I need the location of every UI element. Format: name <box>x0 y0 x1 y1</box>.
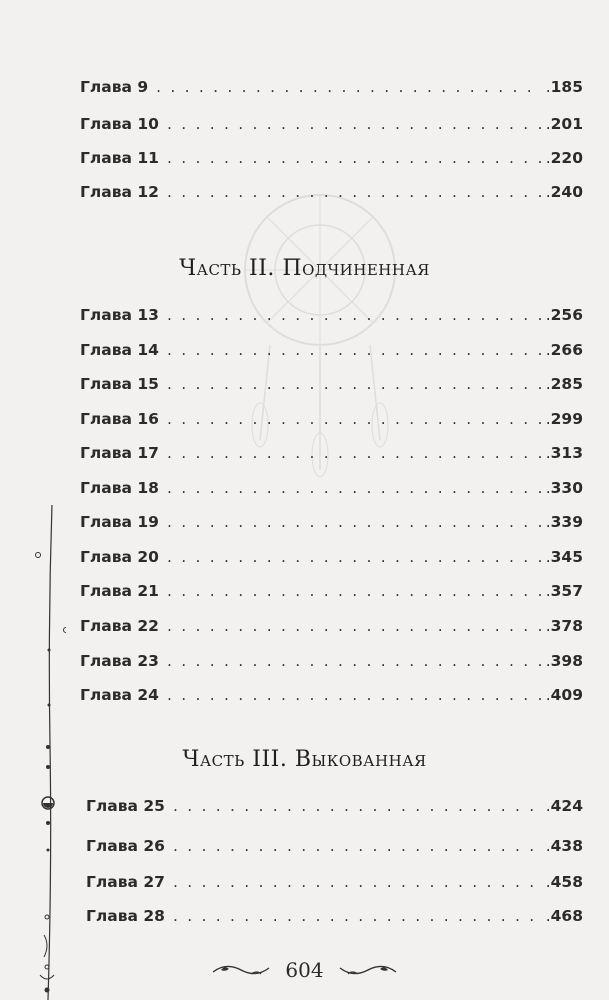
chapter-label: Глава 10 <box>80 115 159 133</box>
page-ref: . 285 <box>546 375 583 393</box>
leader-dots <box>167 306 542 324</box>
page-ref: . 240 <box>546 183 583 201</box>
toc-entry <box>80 652 583 674</box>
part-3-heading: Часть III. Выкованная <box>182 747 427 772</box>
page-ref: . 266 <box>546 341 583 359</box>
right-swirl-flourish-icon <box>338 960 398 980</box>
leader-dots <box>167 513 542 531</box>
leader-dots <box>167 115 542 133</box>
toc-entry <box>80 617 583 639</box>
leader-dots <box>167 652 542 670</box>
chapter-label: Глава 11 <box>80 149 159 167</box>
toc-entry <box>80 686 583 708</box>
toc-entry <box>80 513 583 535</box>
toc-entry <box>80 183 583 205</box>
page-ref: . 339 <box>546 513 583 531</box>
toc-entry <box>80 115 583 137</box>
leader-dots <box>167 183 542 201</box>
page-ref: . 256 <box>546 306 583 324</box>
leader-dots <box>156 78 542 96</box>
page-ref: . 357 <box>546 582 583 600</box>
chapter-label: Глава 18 <box>80 479 159 497</box>
chapter-label: Глава 9 <box>80 78 149 96</box>
leader-dots <box>173 797 542 815</box>
beaded-chain-icon <box>30 505 66 1000</box>
leader-dots <box>167 410 542 428</box>
chapter-label: Глава 12 <box>80 183 159 201</box>
chapter-label: Глава 28 <box>86 907 165 925</box>
chapter-label: Глава 20 <box>80 548 159 566</box>
toc-entry <box>86 873 583 895</box>
page-ref: . 409 <box>546 686 583 704</box>
page-footer <box>0 955 609 985</box>
leader-dots <box>167 375 542 393</box>
page-ref: . 345 <box>546 548 583 566</box>
toc-entry <box>86 797 583 819</box>
page-ref: . 398 <box>546 652 583 670</box>
part-2-heading: Часть II. Подчиненная <box>179 256 430 281</box>
page-ref: . 220 <box>546 149 583 167</box>
page-ref: . 424 <box>546 797 583 815</box>
chapter-label: Глава 27 <box>86 873 165 891</box>
page-ref: . 313 <box>546 444 583 462</box>
page-ref: . 468 <box>546 907 583 925</box>
page-ref: . 185 <box>546 78 583 96</box>
leader-dots <box>167 548 542 566</box>
chapter-label: Глава 13 <box>80 306 159 324</box>
toc-entry <box>86 837 583 859</box>
chapter-label: Глава 16 <box>80 410 159 428</box>
leader-dots <box>167 617 542 635</box>
leader-dots <box>167 582 542 600</box>
leader-dots <box>167 444 542 462</box>
page-ref: . 438 <box>546 837 583 855</box>
toc-entry <box>80 410 583 432</box>
toc-entry <box>80 444 583 466</box>
page-ref: . 201 <box>546 115 583 133</box>
leader-dots <box>167 149 542 167</box>
chapter-label: Глава 21 <box>80 582 159 600</box>
page-ref: . 378 <box>546 617 583 635</box>
page-number: 604 <box>285 958 324 982</box>
chapter-label: Глава 23 <box>80 652 159 670</box>
toc-entry <box>80 479 583 501</box>
leader-dots <box>173 907 542 925</box>
chapter-label: Глава 26 <box>86 837 165 855</box>
chapter-label: Глава 22 <box>80 617 159 635</box>
toc-entry <box>80 149 583 171</box>
chapter-label: Глава 14 <box>80 341 159 359</box>
dreamcatcher-ghost-icon <box>180 180 460 480</box>
page-ref: . 330 <box>546 479 583 497</box>
chapter-label: Глава 25 <box>86 797 165 815</box>
toc-entry <box>80 78 583 100</box>
leader-dots <box>173 837 542 855</box>
page-ref: . 299 <box>546 410 583 428</box>
toc-entry <box>86 907 583 929</box>
toc-entry <box>80 375 583 397</box>
chapter-label: Глава 24 <box>80 686 159 704</box>
toc-entry <box>80 341 583 363</box>
toc-entry <box>80 306 583 328</box>
chapter-label: Глава 17 <box>80 444 159 462</box>
left-swirl-flourish-icon <box>211 960 271 980</box>
toc-entry <box>80 548 583 570</box>
leader-dots <box>167 479 542 497</box>
page-ref: . 458 <box>546 873 583 891</box>
leader-dots <box>167 686 542 704</box>
chapter-label: Глава 19 <box>80 513 159 531</box>
leader-dots <box>173 873 542 891</box>
toc-entry <box>80 582 583 604</box>
leader-dots <box>167 341 542 359</box>
chapter-label: Глава 15 <box>80 375 159 393</box>
